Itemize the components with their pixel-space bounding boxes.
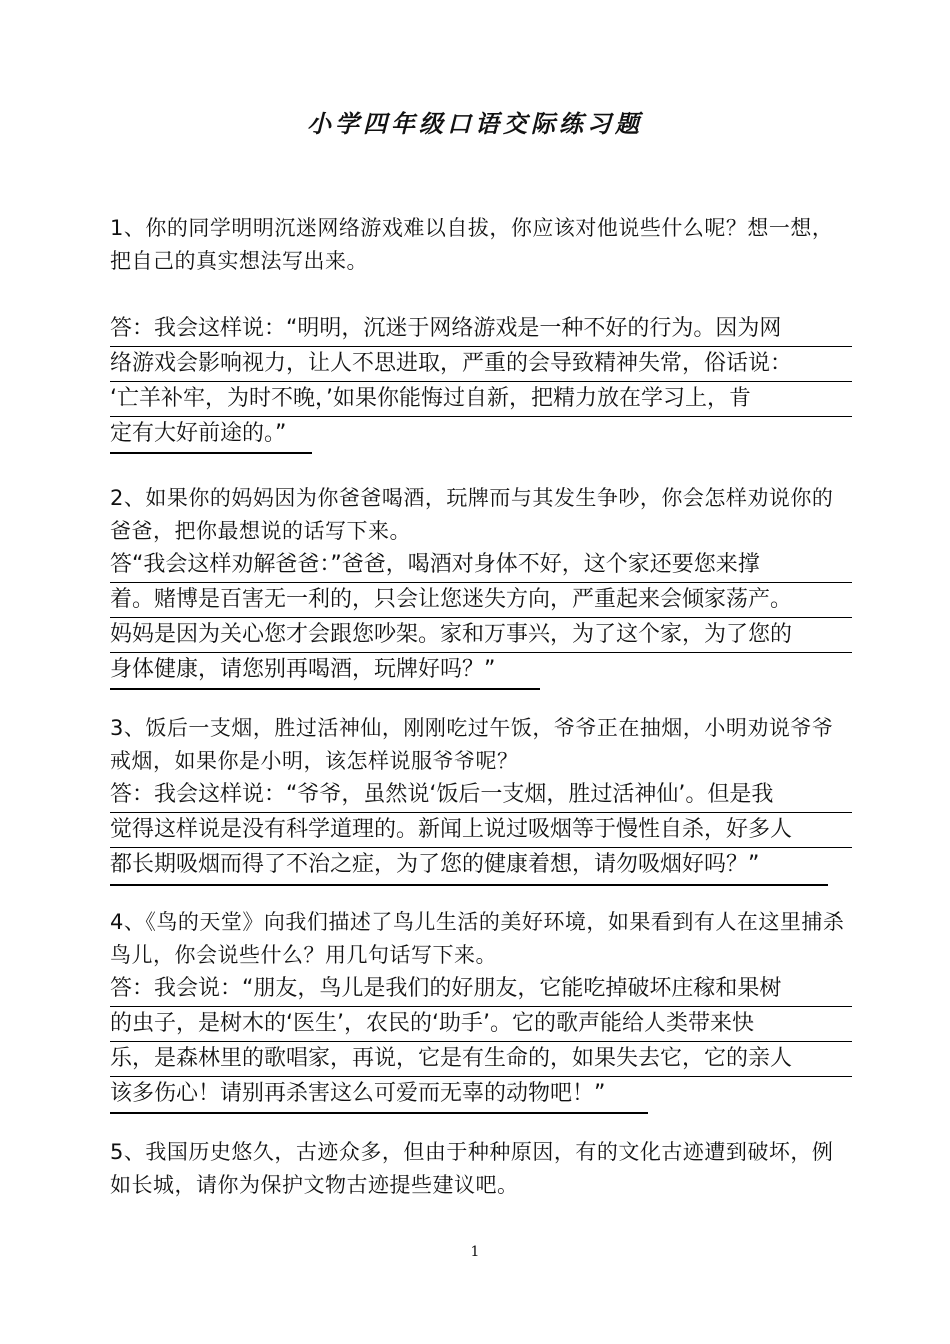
answer-underline (110, 884, 828, 886)
question-1-prompt: 1、你的同学明明沉迷网络游戏难以自拔，你应该对他说些什么呢？想一想，把自己的真实想法写出来。 (110, 216, 834, 273)
answer-line: 定有大好前途的。” (110, 421, 287, 446)
answer-line: 都长期吸烟而得了不治之症，为了您的健康着想，请勿吸烟好吗？” (110, 852, 760, 877)
answer-line: 的虫子，是树木的‘医生’，农民的‘助手’。它的歌声能给人类带来快 (110, 1007, 852, 1042)
answer-line: ‘亡羊补牢，为时不晚，’如果你能悔过自新，把精力放在学习上，肯 (110, 382, 852, 417)
answer-line: 答“我会这样劝解爸爸：”爸爸，喝酒对身体不好，这个家还要您来撑 (110, 548, 852, 583)
question-3-prompt: 3、饭后一支烟，胜过活神仙，刚刚吃过午饭，爷爷正在抽烟，小明劝说爷爷戒烟，如果你是小明，该怎样说服爷爷呢？ (110, 716, 834, 773)
answer-2 (110, 548, 852, 687)
question-4-prompt: 4、《鸟的天堂》向我们描述了鸟儿生活的美好环境，如果看到有人在这里捕杀鸟儿，你会说些什么？用几句话写下来。 (110, 910, 845, 967)
answer-line: 答：我会说：“朋友，鸟儿是我们的好朋友，它能吃掉破坏庄稼和果树 (110, 972, 852, 1007)
answer-line: 络游戏会影响视力，让人不思进取，严重的会导致精神失常，俗话说： (110, 347, 852, 382)
answer-underline (110, 688, 540, 690)
answer-line: 着。赌博是百害无一利的，只会让您迷失方向，严重起来会倾家荡产。 (110, 583, 852, 618)
answer-line: 觉得这样说是没有科学道理的。新闻上说过吸烟等于慢性自杀，好多人 (110, 813, 852, 848)
answer-underline (110, 452, 312, 454)
answer-4 (110, 972, 852, 1111)
answer-line: 答：我会这样说：“爷爷，虽然说‘饭后一支烟，胜过活神仙’。但是我 (110, 778, 852, 813)
answer-line: 答：我会这样说：“明明，沉迷于网络游戏是一种不好的行为。因为网 (110, 312, 852, 347)
document-title: 小学四年级口语交际练习题 (307, 109, 643, 138)
answer-3 (110, 778, 852, 882)
question-2-prompt: 2、如果你的妈妈因为你爸爸喝酒，玩牌而与其发生争吵，你会怎样劝说你的爸爸，把你最想说的话写下来。 (110, 486, 834, 543)
answer-line: 该多伤心！请别再杀害这么可爱而无辜的动物吧！” (110, 1081, 606, 1106)
answer-1 (110, 312, 852, 451)
answer-line: 乐，是森林里的歌唱家，再说，它是有生命的，如果失去它，它的亲人 (110, 1042, 852, 1077)
answer-line: 身体健康，请您别再喝酒，玩牌好吗？” (110, 657, 496, 682)
answer-underline (110, 1112, 648, 1114)
question-5-prompt: 5、我国历史悠久，古迹众多，但由于种种原因，有的文化古迹遭到破坏，例如长城，请你为保护文物古迹提些建议吧。 (110, 1140, 834, 1197)
answer-line: 妈妈是因为关心您才会跟您吵架。家和万事兴，为了这个家，为了您的 (110, 618, 852, 653)
page-number: 1 (470, 1244, 480, 1260)
